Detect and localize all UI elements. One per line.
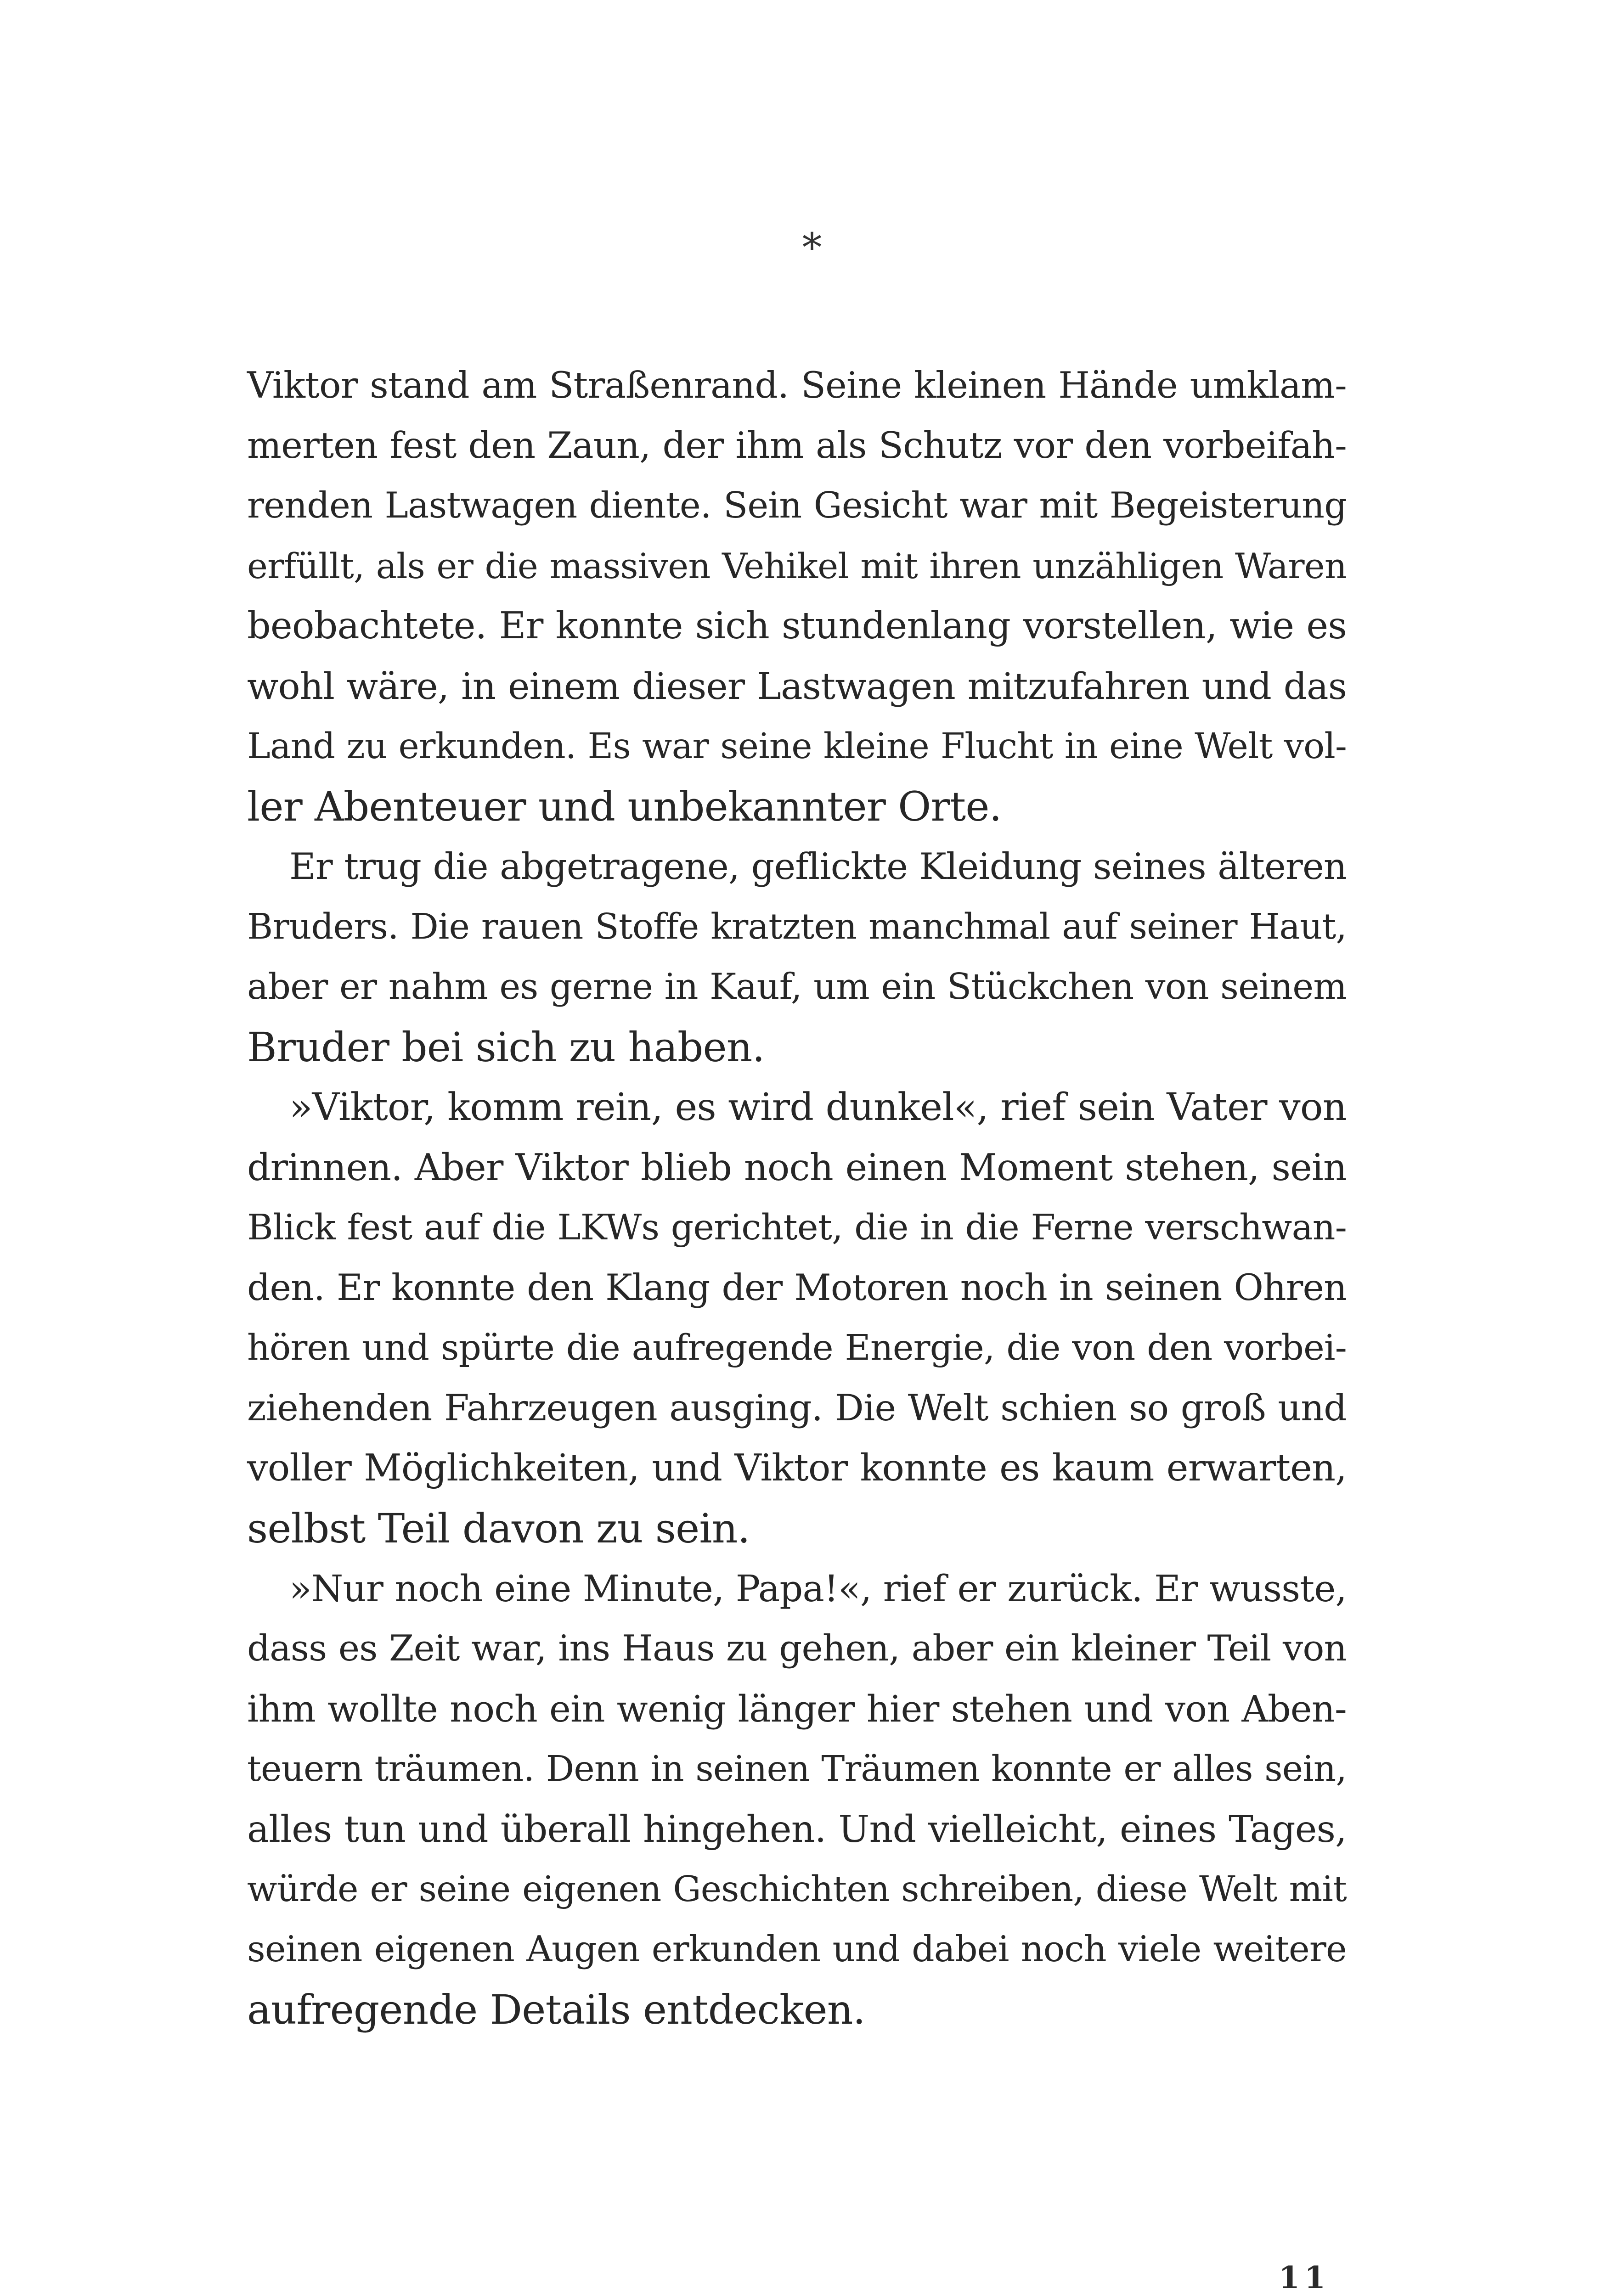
text-line: seinen eigenen Augen erkunden und dabei noch viele weitere [247, 1929, 1347, 1970]
text-line: aber er nahm es gerne in Kauf, um ein Stückchen von seinem [247, 966, 1347, 1007]
text-line: renden Lastwagen diente. Sein Gesicht war mit Begeisterung [247, 485, 1347, 526]
text-line: ziehenden Fahrzeugen ausging. Die Welt schien so groß und [247, 1387, 1347, 1429]
text-line: beobachtete. Er konnte sich stundenlang vorstellen, wie es [247, 604, 1347, 647]
body-text [247, 355, 1347, 2040]
text-line: Er trug die abgetragene, geflickte Kleidung seines älteren [289, 845, 1347, 888]
text-line: hören und spürte die aufregende Energie, die von den vorbei- [247, 1327, 1347, 1368]
text-line: den. Er konnte den Klang der Motoren noch in seinen Ohren [247, 1266, 1347, 1309]
text-line: wohl wäre, in einem dieser Lastwagen mitzufahren und das [247, 665, 1347, 708]
text-line: »Nur noch eine Minute, Papa!«, rief er zurück. Er wusste, [289, 1567, 1347, 1610]
text-line: Bruders. Die rauen Stoffe kratzten manchmal auf seiner Haut, [247, 906, 1347, 947]
text-line: »Viktor, komm rein, es wird dunkel«, rief sein Vater von [289, 1085, 1347, 1129]
text-line: teuern träumen. Denn in seinen Träumen konnte er alles sein, [247, 1749, 1347, 1790]
text-line: selbst Teil davon zu sein. [247, 1505, 750, 1552]
text-line: ihm wollte noch ein wenig länger hier stehen und von Aben- [247, 1688, 1347, 1730]
text-line: Land zu erkunden. Es war seine kleine Flucht in eine Welt vol- [247, 726, 1347, 767]
paragraph-3 [247, 1077, 1347, 1559]
paragraph-2 [247, 837, 1347, 1077]
text-line: voller Möglichkeiten, und Viktor konnte es kaum erwarten, [247, 1446, 1347, 1490]
text-line: Bruder bei sich zu haben. [247, 1024, 765, 1071]
paragraph-1 [247, 355, 1347, 837]
text-line: drinnen. Aber Viktor blieb noch einen Moment stehen, sein [247, 1146, 1347, 1189]
text-line: aufregende Details entdecken. [247, 1986, 865, 2033]
text-line: würde er seine eigenen Geschichten schreiben, diese Welt mit [247, 1869, 1347, 1910]
paragraph-4 [247, 1559, 1347, 2040]
text-line: dass es Zeit war, ins Haus zu gehen, aber ein kleiner Teil von [247, 1628, 1347, 1669]
text-line: Blick fest auf die LKWs gerichtet, die in die Ferne verschwan- [247, 1207, 1347, 1248]
text-line: merten fest den Zaun, der ihm als Schutz vor den vorbeifah- [247, 424, 1347, 467]
text-line: alles tun und überall hingehen. Und vielleicht, eines Tages, [247, 1807, 1347, 1851]
text-line: ler Abenteuer und unbekannter Orte. [247, 783, 1002, 830]
section-ornament: * [802, 225, 822, 271]
page-number: 11 [1279, 2260, 1330, 2296]
text-line: erfüllt, als er die massiven Vehikel mit ihren unzähligen Waren [247, 546, 1347, 586]
text-line: Viktor stand am Straßenrand. Seine kleinen Hände umklam- [247, 364, 1347, 406]
